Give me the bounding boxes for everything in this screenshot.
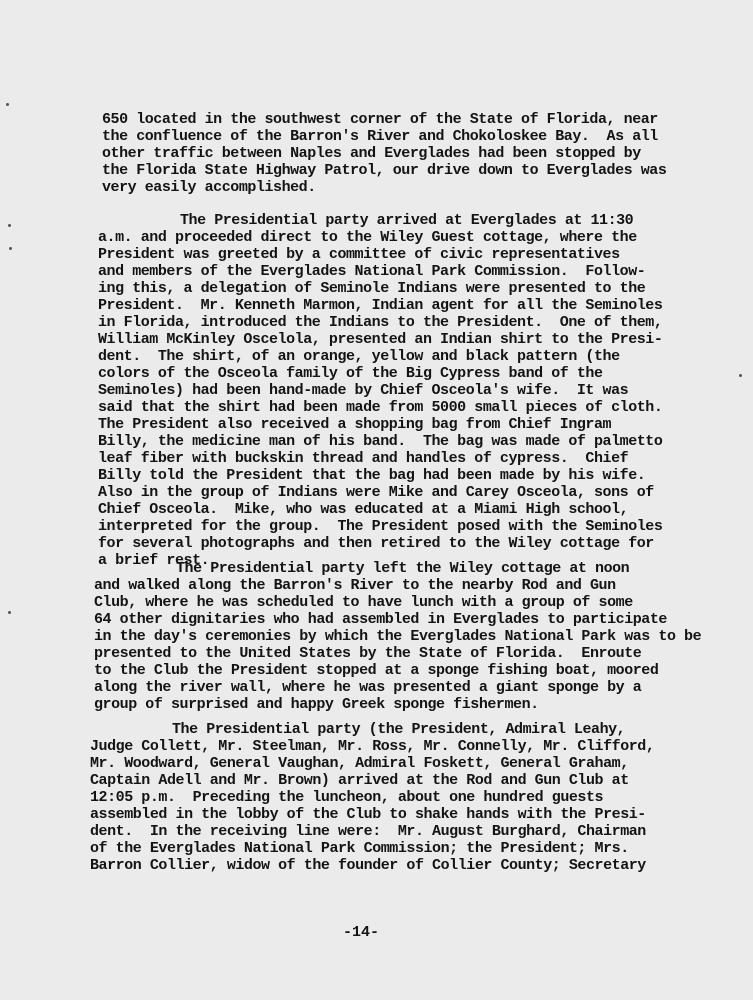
text-line: of the Everglades National Park Commission; the President; Mrs. — [90, 840, 629, 857]
text-line: said that the shirt had been made from 5000 small pieces of cloth. — [98, 399, 663, 416]
text-line: along the river wall, where he was presented a giant sponge by a — [94, 679, 642, 696]
text-line: The Presidential party left the Wiley cottage at noon — [176, 560, 630, 577]
text-line: Barron Collier, widow of the founder of Collier County; Secretary — [90, 857, 646, 874]
text-line: Mr. Woodward, General Vaughan, Admiral Foskett, General Graham, — [90, 755, 629, 772]
text-line: and members of the Everglades National Park Commission. Follow- — [98, 263, 646, 280]
text-line: 650 located in the southwest corner of the State of Florida, near — [102, 111, 658, 128]
scan-speck — [6, 103, 9, 106]
text-line: for several photographs and then retired to the Wiley cottage for — [98, 535, 654, 552]
scan-speck — [8, 611, 11, 614]
text-line: Seminoles) had been hand-made by Chief Osceola's wife. It was — [98, 382, 629, 399]
text-line: very easily accomplished. — [102, 179, 316, 196]
text-line: the confluence of the Barron's River and Chokoloskee Bay. As all — [102, 128, 658, 145]
text-line: to the Club the President stopped at a sponge fishing boat, moored — [94, 662, 659, 679]
text-line: Also in the group of Indians were Mike and Carey Osceola, sons of — [98, 484, 654, 501]
text-line: ing this, a delegation of Seminole Indians were presented to the — [98, 280, 646, 297]
text-line: in Florida, introduced the Indians to the President. One of them, — [98, 314, 663, 331]
text-line: Chief Osceola. Mike, who was educated at a Miami High school, — [98, 501, 629, 518]
text-line: a.m. and proceeded direct to the Wiley Guest cottage, where the — [98, 229, 637, 246]
scan-speck — [739, 374, 742, 377]
text-line: The Presidential party arrived at Everglades at 11:30 — [180, 212, 634, 229]
text-line: 64 other dignitaries who had assembled in Everglades to participate — [94, 611, 667, 628]
text-line: leaf fiber with buckskin thread and handles of cypress. Chief — [98, 450, 629, 467]
text-line: President was greeted by a committee of civic representatives — [98, 246, 620, 263]
text-line: presented to the United States by the State of Florida. Enroute — [94, 645, 642, 662]
text-line: and walked along the Barron's River to the nearby Rod and Gun — [94, 577, 616, 594]
text-line: Judge Collett, Mr. Steelman, Mr. Ross, Mr. Connelly, Mr. Clifford, — [90, 738, 655, 755]
text-line: 12:05 p.m. Preceding the luncheon, about one hundred guests — [90, 789, 604, 806]
text-line: William McKinley Oscelola, presented an Indian shirt to the Presi- — [98, 331, 663, 348]
text-line: dent. In the receiving line were: Mr. August Burghard, Chairman — [90, 823, 646, 840]
text-line: The President also received a shopping bag from Chief Ingram — [98, 416, 612, 433]
text-line: Billy, the medicine man of his band. The bag was made of palmetto — [98, 433, 663, 450]
text-line: in the day's ceremonies by which the Everglades National Park was to be — [94, 628, 702, 645]
text-line: interpreted for the group. The President posed with the Seminoles — [98, 518, 663, 535]
text-line: colors of the Osceola family of the Big Cypress band of the — [98, 365, 603, 382]
text-line: assembled in the lobby of the Club to shake hands with the Presi- — [90, 806, 646, 823]
text-line: Billy told the President that the bag had been made by his wife. — [98, 467, 646, 484]
text-line: President. Mr. Kenneth Marmon, Indian agent for all the Seminoles — [98, 297, 663, 314]
text-line: other traffic between Naples and Everglades had been stopped by — [102, 145, 641, 162]
text-line: The Presidential party (the President, Admiral Leahy, — [172, 721, 626, 738]
page-number: -14- — [343, 924, 380, 941]
text-line: Club, where he was scheduled to have lunch with a group of some — [94, 594, 633, 611]
text-line: the Florida State Highway Patrol, our drive down to Everglades was — [102, 162, 667, 179]
scan-speck — [8, 224, 11, 227]
text-line: group of surprised and happy Greek sponge fishermen. — [94, 696, 539, 713]
text-line: dent. The shirt, of an orange, yellow and black pattern (the — [98, 348, 620, 365]
scan-speck — [9, 247, 12, 250]
text-line: a brief rest. — [98, 552, 210, 569]
text-line: Captain Adell and Mr. Brown) arrived at the Rod and Gun Club at — [90, 772, 629, 789]
